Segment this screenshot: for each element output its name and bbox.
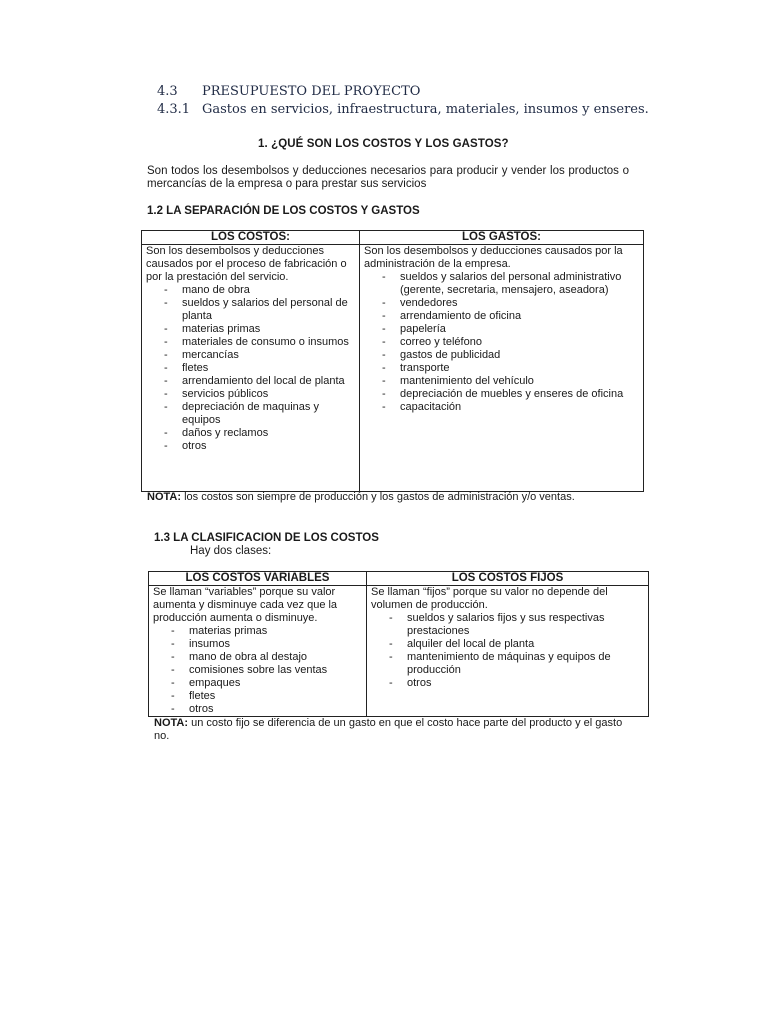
list-item: - sueldos y salarios fijos y sus respectivas prestaciones [371, 612, 644, 638]
gastos-intro: Son los desembolsos y deducciones causados por la administración de la empresa. [364, 245, 623, 270]
list-item: - otros [153, 703, 362, 716]
list-item: - fletes [146, 362, 355, 375]
list-item: - mano de obra [146, 284, 355, 297]
note-text: los costos son siempre de producción y los gastos de administración y/o ventas. [181, 491, 575, 503]
list-item: - arrendamiento de oficina [364, 310, 639, 323]
fijos-cell [367, 586, 649, 717]
list-item: - sueldos y salarios del personal administrativo (gerente, secretaria, mensajero, aseadora) [364, 271, 639, 297]
table-header-costos: LOS COSTOS: [142, 231, 360, 245]
costos-cell [142, 245, 360, 492]
list-item: - gastos de publicidad [364, 349, 639, 362]
gastos-cell [360, 245, 644, 492]
note-text: un costo fijo se diferencia de un gasto en que el costo hace parte del producto y el gasto no. [154, 717, 623, 742]
list-item: - fletes [153, 690, 362, 703]
list-item: - materiales de consumo o insumos [146, 336, 355, 349]
section-1-3-note [154, 717, 636, 743]
costos-list [146, 284, 355, 453]
list-item: - materias primas [146, 323, 355, 336]
heading-number-4-3: 4.3 [157, 84, 178, 99]
gastos-list [364, 271, 639, 414]
list-item: - mantenimiento del vehículo [364, 375, 639, 388]
list-item: - materias primas [153, 625, 362, 638]
cost-classification-table [148, 571, 649, 717]
costos-intro: Son los desembolsos y deducciones causados por el proceso de fabricación o por la prestación del servicio. [146, 245, 347, 283]
section-1-paragraph: Son todos los desembolsos y deducciones necesarios para producir y vender los productos o mercancías de la empresa o para prestar sus servicios [147, 165, 629, 190]
list-item: - arrendamiento del local de planta [146, 375, 355, 388]
list-item: - servicios públicos [146, 388, 355, 401]
section-1-3-title: 1.3 LA CLASIFICACION DE LOS COSTOS [154, 532, 379, 544]
list-item: - daños y reclamos [146, 427, 355, 440]
note-label: NOTA: [147, 491, 182, 503]
list-item: - papelería [364, 323, 639, 336]
list-item: - correo y teléfono [364, 336, 639, 349]
list-item: - otros [371, 677, 644, 690]
table-header-fijos: LOS COSTOS FIJOS [367, 572, 649, 586]
heading-title-presupuesto: PRESUPUESTO DEL PROYECTO [202, 84, 421, 99]
fijos-list [371, 612, 644, 690]
variables-list [153, 625, 362, 716]
list-item: - sueldos y salarios del personal de planta [146, 297, 355, 323]
fijos-intro: Se llaman “fijos” porque su valor no depende del volumen de producción. [371, 586, 608, 611]
list-item: - transporte [364, 362, 639, 375]
section-1-2-note [147, 491, 575, 504]
list-item: - mantenimiento de máquinas y equipos de producción [371, 651, 644, 677]
list-item: - empaques [153, 677, 362, 690]
list-item: - insumos [153, 638, 362, 651]
list-item: - depreciación de muebles y enseres de oficina [364, 388, 639, 401]
section-1-2-title: 1.2 LA SEPARACIÓN DE LOS COSTOS Y GASTOS [147, 205, 420, 217]
list-item: - comisiones sobre las ventas [153, 664, 362, 677]
heading-title-gastos: Gastos en servicios, infraestructura, materiales, insumos y enseres. [202, 102, 649, 117]
variables-intro: Se llaman “variables” porque su valor aumenta y disminuye cada vez que la producción aumenta o disminuye. [153, 586, 338, 624]
section-1-title: 1. ¿QUÉ SON LOS COSTOS Y LOS GASTOS? [258, 138, 509, 150]
list-item: - alquiler del local de planta [371, 638, 644, 651]
list-item: - vendedores [364, 297, 639, 310]
note-label: NOTA: [154, 717, 189, 729]
list-item: - mano de obra al destajo [153, 651, 362, 664]
list-item: - mercancías [146, 349, 355, 362]
heading-number-4-3-1: 4.3.1 [157, 102, 191, 117]
table-header-variables: LOS COSTOS VARIABLES [149, 572, 367, 586]
section-1-3-subtitle: Hay dos clases: [190, 545, 272, 557]
variables-cell [149, 586, 367, 717]
list-item: - otros [146, 440, 355, 453]
table-header-gastos: LOS GASTOS: [360, 231, 644, 245]
list-item: - depreciación de maquinas y equipos [146, 401, 355, 427]
list-item: - capacitación [364, 401, 639, 414]
costs-vs-expenses-table [141, 230, 644, 492]
